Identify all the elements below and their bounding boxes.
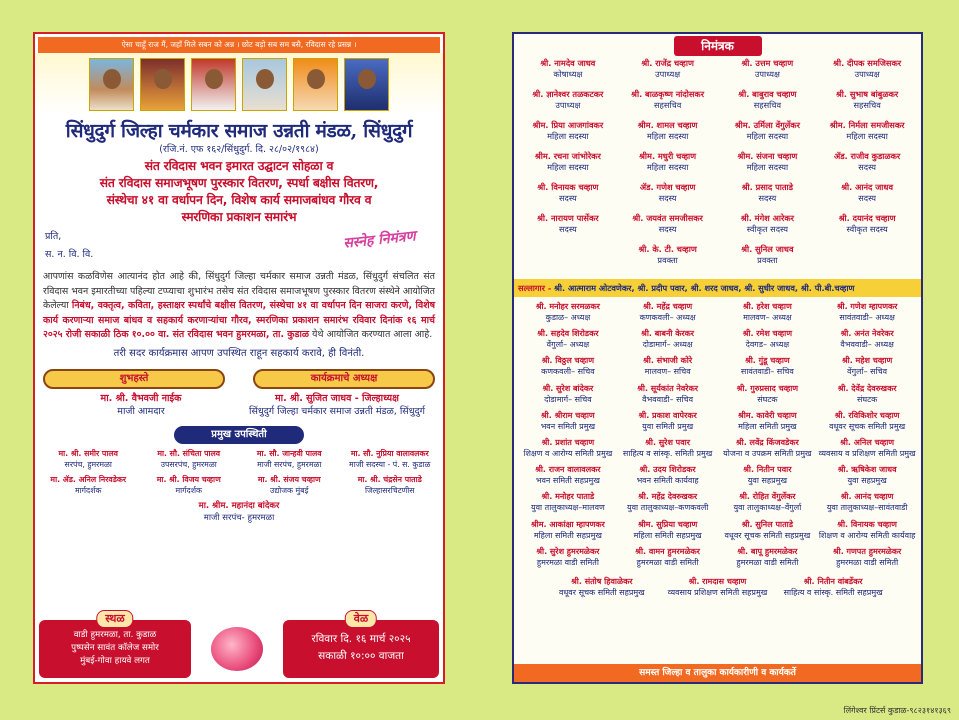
guest-role: माजी आमदार bbox=[117, 405, 165, 417]
portrait-image bbox=[140, 58, 185, 111]
presence-item bbox=[39, 448, 138, 470]
to-label: प्रति, bbox=[45, 231, 62, 242]
request-line: तरी सदर कार्यक्रमास आपण उपस्थित राहून सहकार्य करावे, ही विनंती. bbox=[113, 347, 365, 359]
member-item bbox=[518, 519, 618, 546]
organizer-role: उपाध्यक्ष bbox=[555, 100, 581, 111]
member-name: श्री. संतोष हिवाळेकर bbox=[571, 576, 633, 586]
member-role: व्यवसाय व प्रशिक्षण समिती प्रमुख bbox=[818, 448, 916, 458]
organizer-item bbox=[718, 151, 818, 182]
member-role: महिला समिती प्रमुख bbox=[738, 421, 797, 431]
member-name: श्री. महेश चव्हाण bbox=[841, 356, 893, 366]
venue-label: स्थळ bbox=[96, 610, 133, 628]
member-role: वेंगुर्ला– सचिव bbox=[847, 367, 888, 377]
member-role: कुडाळ– अध्यक्ष bbox=[545, 313, 591, 322]
organizer-name: श्री. बाबुराव चव्हाण bbox=[738, 89, 797, 99]
organizer-item bbox=[618, 120, 718, 151]
organizer-role: महिला सदस्या bbox=[646, 131, 689, 142]
organizer-item bbox=[518, 120, 618, 151]
member-role: मालवण– अध्यक्ष bbox=[743, 313, 792, 322]
member-name: श्री. श्रीराम चव्हाण bbox=[541, 410, 595, 420]
members-grid bbox=[514, 301, 921, 573]
member-name: श्री. देवेंद्र देवरुखकर bbox=[837, 383, 897, 393]
presence-name: मा. श्रीम. महानंदा बांदेकर bbox=[198, 500, 280, 511]
member-name: श्री. बापू हुमरमळेकर bbox=[737, 546, 798, 556]
member-item bbox=[618, 328, 718, 355]
member-item bbox=[817, 519, 917, 546]
member-role: महिला समिती सहप्रमुख bbox=[533, 530, 602, 540]
organizer-item bbox=[518, 58, 618, 89]
organizer-item bbox=[618, 213, 718, 244]
organization-title: सिंधुदुर्ग जिल्हा चर्मकार समाज उन्नती मंडळ, सिंधुदुर्ग bbox=[65, 120, 413, 142]
member-role: दोडामार्ग– अध्यक्ष bbox=[642, 340, 693, 350]
member-role: हुमरमळा वाडी समिती bbox=[636, 557, 699, 567]
member-item bbox=[817, 301, 917, 328]
presence-role: माजी सरपंच- हुमरमळा bbox=[203, 512, 275, 523]
presence-role: माजी सरपंच, हुमरमळा bbox=[257, 459, 322, 469]
venue-box bbox=[39, 612, 191, 678]
member-name: श्री. गुरुप्रसाद चव्हाण bbox=[736, 383, 799, 393]
organizer-role: सहसचिव bbox=[853, 100, 881, 111]
member-name: श्री. गुंडू चव्हाण bbox=[745, 356, 790, 366]
member-item bbox=[718, 301, 818, 328]
member-role: व्यवसाय प्रशिक्षण समिती सहप्रमुख bbox=[667, 587, 768, 597]
member-name: श्री. नितीन पवार bbox=[743, 465, 792, 475]
organizer-name: श्री. विनायक चव्हाण bbox=[537, 182, 599, 192]
organizer-role: सहसचिव bbox=[753, 100, 782, 111]
member-name: श्री. रविकिशोर चव्हाण bbox=[834, 410, 900, 420]
member-role: योजना व उपक्रम समिती प्रमुख bbox=[723, 448, 812, 458]
member-name: श्री. अनिल चव्हाण bbox=[840, 437, 895, 447]
presence-item bbox=[140, 474, 239, 496]
member-name: श्री. मनोहर पाताडे bbox=[541, 492, 595, 502]
organizer-item bbox=[817, 120, 917, 151]
member-name: श्री. संभाजी कोरे bbox=[643, 356, 693, 366]
member-name: श्री. वामन हुमरमळेकर bbox=[635, 546, 700, 556]
member-name: श्री. हरेश चव्हाण bbox=[742, 302, 792, 311]
presence-title: प्रमुख उपस्थिती bbox=[174, 426, 304, 444]
advisors-list: श्री. आत्माराम ओटवणेकर, श्री. प्रदीप पवार, श्री. शरद जाधव, श्री. सुधीर जाधव, श्री. पी.बी.चव्हाण bbox=[554, 283, 855, 293]
organizer-name: श्री. मंगेश आरेकर bbox=[740, 213, 794, 223]
member-item bbox=[718, 546, 818, 573]
time-line: सकाळी १०:०० वाजता bbox=[318, 650, 404, 662]
organizer-item bbox=[718, 120, 818, 151]
organizer-item bbox=[518, 244, 618, 275]
presence-name: मा. श्री. विजय चव्हाण bbox=[156, 474, 221, 484]
member-name: श्री. महेंद्र देवरुखकर bbox=[638, 492, 698, 502]
organizer-role: सदस्य bbox=[558, 193, 577, 204]
organizer-item bbox=[718, 244, 818, 275]
presence-item bbox=[140, 448, 239, 470]
member-role: साहित्य व सांस्कृ. समिती सहप्रमुख bbox=[783, 587, 883, 597]
member-item bbox=[718, 355, 818, 382]
member-item bbox=[817, 491, 917, 518]
member-role: मालवण– सचिव bbox=[644, 367, 691, 377]
member-item bbox=[547, 576, 657, 603]
organizer-role: सदस्य bbox=[758, 193, 777, 204]
presence-item bbox=[39, 474, 138, 496]
organizers-title: निमंत्रक bbox=[674, 36, 762, 56]
member-name: श्री. रोहित वेंगुर्लेकर bbox=[739, 492, 796, 502]
member-role: युवा तालुकाध्यक्ष–मालवण bbox=[530, 503, 605, 513]
advisors-band bbox=[514, 279, 921, 297]
organizer-role: महिला सदस्या bbox=[646, 162, 689, 173]
members-last-row bbox=[514, 576, 921, 603]
organizer-role: सहसचिव bbox=[653, 100, 682, 111]
organizer-name: श्री. सुनिल जाधव bbox=[741, 244, 794, 254]
organizer-name: श्रीम. निर्मला समजीसकर bbox=[829, 120, 905, 130]
member-name: श्रीम. कावेरी चव्हाण bbox=[738, 410, 797, 420]
member-name: श्री. विठ्ठल चव्हाण bbox=[541, 356, 595, 366]
member-name: श्री. सूर्यकांत नेवरेकर bbox=[637, 383, 698, 393]
to-value: स. न. वि. वि. bbox=[45, 249, 94, 260]
member-item bbox=[817, 437, 917, 464]
organizer-role: प्रवक्ता bbox=[757, 255, 778, 266]
organizer-item bbox=[518, 89, 618, 120]
member-name: श्रीम. आकांक्षा म्हापणकर bbox=[530, 519, 605, 529]
organizer-item bbox=[817, 244, 917, 275]
invitation-text bbox=[35, 270, 443, 343]
organizer-item bbox=[817, 182, 917, 213]
guest-name: मा. श्री. सुजित जाधव - जिल्हाध्यक्ष bbox=[274, 392, 399, 404]
member-item bbox=[618, 546, 718, 573]
member-item bbox=[778, 576, 888, 603]
portrait-image bbox=[191, 58, 236, 111]
member-role: वेंगुर्ला– अध्यक्ष bbox=[546, 340, 590, 350]
invite-tail: येथे आयोजित करण्यात आला आहे. bbox=[312, 329, 433, 341]
event-line: संस्थेचा ४१ वा वर्धापन दिन, विशेष कार्य समाजबांधव गौरव व bbox=[106, 193, 372, 207]
organizer-item bbox=[718, 182, 818, 213]
advisors-label: सल्लागार - bbox=[518, 283, 552, 293]
member-name: श्री. सुरेश पवार bbox=[645, 437, 691, 447]
organizer-item bbox=[817, 58, 917, 89]
organizer-name: श्रीम. उर्मिला वेंगुर्लेकर bbox=[734, 120, 800, 130]
guest-role: सिंधुदुर्ग जिल्हा चर्मकार समाज उन्नती मंडळ, सिंधुदुर्ग bbox=[249, 405, 425, 417]
member-item bbox=[518, 328, 618, 355]
event-president bbox=[239, 392, 435, 418]
organizer-role: सदस्य bbox=[858, 162, 877, 173]
organizer-role: महिला सदस्या bbox=[846, 131, 888, 142]
organizer-role: कोषाध्यक्ष bbox=[553, 69, 583, 80]
member-item bbox=[518, 437, 618, 464]
flower-image bbox=[195, 620, 279, 678]
invitation-back-card bbox=[512, 32, 923, 684]
time-label: वेळ bbox=[345, 610, 377, 628]
invite-highlight: निबंध, वक्तृत्व, कविता, हस्ताक्षर स्पर्धांचे बक्षीस वितरण, संस्थेचा ४१ वा वर्धापन दिन साजरा करणे, विशेष कार्य करणाऱ्या समाज बांधव व सहकार्य करणाऱ्यांचा गौरव, स्मरणिका प्रकाशन समारंभ रविवार दिनांक १६ मार्च २०२५ रोजी सकाळी ठिक १०.०० वा. संत रविदास भवन हुमरमळा, ता. कुडाळ bbox=[43, 300, 435, 341]
member-name: श्री. विनायक चव्हाण bbox=[837, 519, 897, 529]
presence-role: माजी सदस्या - पं. स. कुडाळ bbox=[349, 459, 431, 469]
member-role: युवा सहप्रमुख bbox=[847, 476, 887, 486]
printer-credit: लिंगेश्वर प्रिंटर्स कुडाळ-९८२३१४१३६९ bbox=[843, 706, 951, 715]
presence-role: उद्योजक मुंबई bbox=[270, 485, 309, 495]
presence-item bbox=[240, 448, 339, 470]
organizer-item bbox=[518, 213, 618, 244]
member-role: युवा तालुकाध्यक्ष–कणकवली bbox=[626, 503, 709, 513]
member-item bbox=[518, 410, 618, 437]
member-role: वधूवर सूचक समिती प्रमुख bbox=[829, 421, 906, 431]
member-role: वैभववाडी– अध्यक्ष bbox=[840, 340, 894, 350]
member-name: श्री. लवेंद्र किंजवडेकर bbox=[735, 437, 799, 447]
venue-line: वाडी हुमरमळा, ता. कुडाळ bbox=[73, 630, 157, 640]
member-item bbox=[518, 546, 618, 573]
member-item bbox=[718, 383, 818, 410]
organizer-name: श्री. दीपक समजिसकर bbox=[833, 58, 902, 68]
footer-band: समस्त जिल्हा व तालुका कार्यकारीणी व कार्यकर्ते bbox=[514, 664, 921, 682]
organizer-name: श्री. बाळकृष्ण नांदोसकर bbox=[631, 89, 705, 99]
member-role: युवा तालुकाध्यक्ष–वेंगुर्ला bbox=[733, 503, 802, 513]
organizer-name: श्रीम. संजना चव्हाण bbox=[737, 151, 798, 161]
portrait-row bbox=[35, 53, 443, 115]
organizer-role: महिला सदस्या bbox=[547, 162, 589, 173]
invitation-stamp: सस्नेह निमंत्रण bbox=[343, 228, 417, 252]
member-name: श्री. सहदेव शिरोडकर bbox=[537, 329, 599, 339]
organizer-name: श्री. उत्तम चव्हाण bbox=[741, 58, 794, 68]
member-name: श्री. आनंद चव्हाण bbox=[840, 492, 894, 502]
member-role: महिला समिती सहप्रमुख bbox=[633, 530, 702, 540]
portrait-image bbox=[242, 58, 287, 111]
member-role: भवन समिती कार्यवाह bbox=[636, 476, 699, 486]
organizer-role: महिला सदस्या bbox=[547, 131, 589, 142]
chief-guest-banner: शुभहस्ते bbox=[43, 369, 225, 389]
organizer-item bbox=[718, 213, 818, 244]
presence-role: उपसरपंच, हुमरमळा bbox=[160, 459, 217, 469]
member-name: श्री. सुनिल पाताडे bbox=[741, 519, 793, 529]
presence-role: सरपंच, हुमरमळा bbox=[64, 459, 112, 469]
presence-name: मा. ॲड. अनिल निरवडेकर bbox=[50, 474, 127, 484]
presence-name: मा. सौ. नुप्रिया वालावलकर bbox=[350, 448, 429, 458]
organizer-name: श्री. जयवंत समजीसकर bbox=[632, 213, 703, 223]
organizer-item bbox=[817, 213, 917, 244]
organizer-role: सदस्य bbox=[558, 224, 577, 235]
member-role: संघटक bbox=[856, 394, 878, 404]
organizer-name: श्री. ज्ञानेश्वर तळकटकर bbox=[532, 89, 604, 99]
member-role: देवगड– अध्यक्ष bbox=[745, 340, 790, 350]
footer bbox=[39, 612, 439, 678]
member-name: श्री. ऋषिकेश जाधव bbox=[837, 465, 897, 475]
member-item bbox=[817, 383, 917, 410]
organizer-item bbox=[518, 151, 618, 182]
invitation-front-card bbox=[33, 32, 445, 684]
organizer-item bbox=[518, 182, 618, 213]
member-item bbox=[518, 383, 618, 410]
member-name: श्री. नितीन वांबर्डेकर bbox=[803, 576, 863, 586]
member-role: भवन समिती सहप्रमुख bbox=[535, 476, 600, 486]
member-name: श्री. प्रशांत चव्हाण bbox=[541, 437, 595, 447]
presence-grid bbox=[35, 448, 443, 496]
presence-name: मा. श्री. संजय चव्हाण bbox=[257, 474, 321, 484]
member-role: हुमरमळा वाडी समिती bbox=[536, 557, 599, 567]
member-item bbox=[618, 355, 718, 382]
member-role: सावंतवाडी– अध्यक्ष bbox=[839, 313, 895, 322]
invite-body: आपणांस कळविणेस आत्यानंद होत आहे की, सिंधुदुर्ग जिल्हा चर्मकार समाज उन्नती मंडळ, सिंधुदुर्ग संचलित संत रविदास भवन इमारतीच्या पहिल्या टप्प्याचा शुभारंभ तसेच संत रविदास समाजभूषण पुरस्कार वितरण संस्थेने आयोजित केलेल्या bbox=[43, 271, 435, 312]
member-item bbox=[518, 301, 618, 328]
organizer-role: स्वीकृत सदस्य bbox=[846, 224, 888, 235]
member-item bbox=[518, 491, 618, 518]
member-name: श्री. गणपत हुमरमळेकर bbox=[832, 546, 902, 556]
member-item bbox=[718, 410, 818, 437]
organizer-name: श्री. प्रसाद पाताडे bbox=[741, 182, 794, 192]
organizer-name: श्री. के. टी. चव्हाण bbox=[638, 244, 697, 254]
presence-role: जिल्हासरचिटणीस bbox=[364, 485, 415, 495]
organizer-role: सदस्य bbox=[658, 224, 677, 235]
time-line: रविवार दि. १६ मार्च २०२५ bbox=[311, 633, 411, 645]
event-line: संत रविदास भवन इमारत उद्घाटन सोहळा व bbox=[144, 159, 334, 173]
organizer-role: सदस्य bbox=[658, 193, 677, 204]
organizer-item bbox=[618, 182, 718, 213]
member-role: सावंतवाडी– सचिव bbox=[740, 367, 794, 377]
member-role: हुमरमळा वाडी समिती bbox=[736, 557, 799, 567]
organizer-role: महिला सदस्या bbox=[746, 162, 789, 173]
presence-item bbox=[341, 474, 440, 496]
portrait-image bbox=[344, 58, 389, 111]
member-role: शिक्षण व आरोग्य समिती प्रमुख bbox=[523, 448, 613, 458]
organizer-name: श्री. सुभाष बांबुळकर bbox=[836, 89, 899, 99]
member-role: कणकवली– अध्यक्ष bbox=[639, 313, 696, 322]
venue-line: मुंबई-गोवा हायवे लगत bbox=[80, 656, 150, 666]
president-banner: कार्यक्रमाचे अध्यक्ष bbox=[253, 369, 435, 389]
time-box bbox=[283, 612, 439, 678]
member-item bbox=[817, 410, 917, 437]
member-name: श्री. महेंद्र चव्हाण bbox=[643, 302, 693, 311]
member-name: श्री. मनोहर सरमळकर bbox=[535, 302, 600, 311]
organizer-role: सदस्य bbox=[858, 193, 877, 204]
presence-role: मार्गदर्शक bbox=[175, 485, 202, 495]
member-name: श्री. उदय शिरोडकर bbox=[639, 465, 696, 475]
member-name: श्री. राजन वालावलकर bbox=[535, 465, 601, 475]
organizer-role: महिला सदस्या bbox=[746, 131, 789, 142]
member-role: भवन समिती प्रमुख bbox=[540, 421, 596, 431]
member-name: श्री. बाबनी केरकर bbox=[641, 329, 695, 339]
presence-item bbox=[341, 448, 440, 470]
organizer-name: श्री. नारायण पार्सेकर bbox=[537, 213, 599, 223]
venue-line: पुष्पसेन सावंत कॉलेज समोर bbox=[71, 643, 159, 653]
member-name: श्री. प्रकाश वापेरकर bbox=[638, 410, 697, 420]
organizer-name: ॲड. गणेश चव्हाण bbox=[639, 182, 696, 192]
organizer-name: श्रीम. प्रिया आजगांवकर bbox=[532, 120, 604, 130]
member-name: श्री. अनंत नेवरेकर bbox=[840, 329, 894, 339]
event-title bbox=[35, 158, 443, 226]
organizer-name: श्री. दयानंद चव्हाण bbox=[838, 213, 896, 223]
member-item bbox=[618, 491, 718, 518]
registration-number: (रजि.नं. एफ १६२/सिंधुदुर्ग. दि. २८/०२/१९८४) bbox=[159, 144, 319, 155]
organizer-role: उपाध्यक्ष bbox=[655, 69, 681, 80]
event-line: संत रविदास समाजभूषण पुरस्कार वितरण, स्पर्धा बक्षीस वितरण, bbox=[99, 176, 379, 190]
organizer-role: उपाध्यक्ष bbox=[754, 69, 780, 80]
organizer-item bbox=[718, 58, 818, 89]
portrait-image bbox=[89, 58, 134, 111]
organizer-name: श्रीम. मधुरी चव्हाण bbox=[639, 151, 697, 161]
presence-name: मा. सौ. संचिता पालव bbox=[157, 448, 221, 458]
presence-name: मा. सौ. जान्हवी पालव bbox=[256, 448, 322, 458]
event-line: स्मरणिका प्रकाशन समारंभ bbox=[181, 210, 297, 224]
member-role: युवा तालुकाध्यक्ष–सावंतवाडी bbox=[826, 503, 908, 513]
organizer-item bbox=[618, 89, 718, 120]
member-role: वैभववाडी– सचिव bbox=[642, 394, 694, 404]
member-item bbox=[662, 576, 772, 603]
member-item bbox=[618, 464, 718, 491]
presence-name: मा. श्री. समीर पालव bbox=[58, 448, 118, 458]
member-item bbox=[817, 328, 917, 355]
member-item bbox=[518, 464, 618, 491]
organizer-item bbox=[817, 89, 917, 120]
member-item bbox=[817, 546, 917, 573]
member-item bbox=[618, 437, 718, 464]
member-name: श्रीम. सुप्रिया चव्हाण bbox=[637, 519, 698, 529]
organizer-name: श्री. राजेंद्र चव्हाण bbox=[641, 58, 694, 68]
organizer-role: स्वीकृत सदस्य bbox=[746, 224, 788, 235]
member-item bbox=[618, 301, 718, 328]
organizer-name: श्रीम. रचना जांभोरेकर bbox=[534, 151, 601, 161]
member-item bbox=[618, 519, 718, 546]
member-item bbox=[718, 328, 818, 355]
organizer-role: उपाध्यक्ष bbox=[854, 69, 880, 80]
presence-name: मा. श्री. चंद्रसेन पाताडे bbox=[357, 474, 422, 484]
member-name: श्री. रामदास चव्हाण bbox=[688, 576, 747, 586]
member-name: श्री. रमेश चव्हाण bbox=[742, 329, 793, 339]
member-name: श्री. सुरेश हुमरमळेकर bbox=[536, 546, 600, 556]
member-role: हुमरमळा वाडी समिती bbox=[836, 557, 899, 567]
member-item bbox=[718, 437, 818, 464]
member-item bbox=[817, 355, 917, 382]
organizer-name: श्री. आनंद जाधव bbox=[841, 182, 894, 192]
member-role: युवा समिती प्रमुख bbox=[642, 421, 694, 431]
presence-item bbox=[35, 500, 443, 524]
member-item bbox=[718, 491, 818, 518]
organizer-item bbox=[618, 151, 718, 182]
member-item bbox=[718, 519, 818, 546]
member-item bbox=[618, 383, 718, 410]
organizer-item bbox=[618, 58, 718, 89]
member-role: संघटक bbox=[757, 394, 778, 404]
presence-role: मार्गदर्शक bbox=[74, 485, 102, 495]
member-name: श्री. गणेश म्हापणकर bbox=[836, 302, 898, 311]
organizer-item bbox=[618, 244, 718, 275]
member-role: शिक्षण व आरोग्य समिती कार्यवाह bbox=[818, 530, 916, 540]
member-item bbox=[518, 355, 618, 382]
member-role: वधूवर सूचक समिती सहप्रमुख bbox=[724, 530, 811, 540]
organizers-grid bbox=[514, 58, 921, 275]
presence-item bbox=[240, 474, 339, 496]
member-name: श्री. सुरेश बांदेकर bbox=[542, 383, 594, 393]
addressee-block bbox=[35, 228, 443, 264]
member-role: साहित्य व सांस्कृ. समिती प्रमुख bbox=[622, 448, 713, 458]
member-item bbox=[618, 410, 718, 437]
organizer-item bbox=[817, 151, 917, 182]
member-role: दोडामार्ग– सचिव bbox=[544, 394, 592, 404]
member-item bbox=[817, 464, 917, 491]
guest-name: मा. श्री. वैभवजी नाईक bbox=[100, 392, 182, 404]
tagline: ऐसा चाहूँ राज मैं, जहाँ मिले सबन को अन्न । छोट बड़ो सब सम बसै, रविदास रहे प्रसन्न । bbox=[38, 37, 440, 53]
organizer-name: श्री. नामदेव जाधव bbox=[540, 58, 596, 68]
member-role: युवा सहप्रमुख bbox=[747, 476, 787, 486]
portrait-image bbox=[293, 58, 338, 111]
member-item bbox=[718, 464, 818, 491]
organizer-role: प्रवक्ता bbox=[657, 255, 678, 266]
organizer-item bbox=[718, 89, 818, 120]
organizer-name: श्रीम. शामल चव्हाण bbox=[637, 120, 698, 130]
chief-guest bbox=[43, 392, 239, 418]
member-role: कणकवली– सचिव bbox=[541, 367, 595, 377]
organizer-name: ॲड. राजीव कुडाळकर bbox=[833, 151, 901, 161]
member-role: वधूवर सूचक समिती सहप्रमुख bbox=[558, 587, 645, 597]
rose-icon bbox=[211, 627, 263, 671]
